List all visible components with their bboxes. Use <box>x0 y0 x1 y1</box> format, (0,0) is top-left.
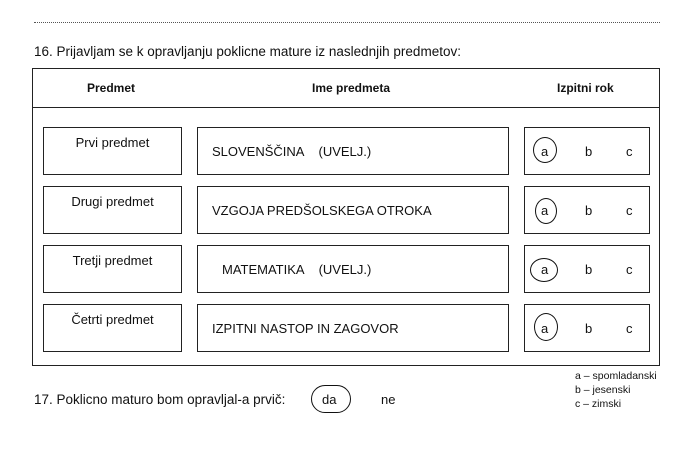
dotted-separator <box>34 22 660 23</box>
row-1-option-c[interactable]: c <box>626 144 633 159</box>
row-2-term-field[interactable] <box>524 186 650 234</box>
header-subject-name: Ime predmeta <box>312 81 391 95</box>
row-4-subject-name: IZPITNI NASTOP IN ZAGOVOR <box>212 320 399 336</box>
row-4-option-c[interactable]: c <box>626 321 633 336</box>
header-exam-term: Izpitni rok <box>557 81 614 95</box>
row-3-option-a[interactable]: a <box>541 262 549 277</box>
header-divider <box>33 107 659 108</box>
answer-no[interactable]: ne <box>381 392 396 407</box>
row-4-term-field[interactable] <box>524 304 650 352</box>
row-2-option-a[interactable]: a <box>541 203 549 218</box>
row-3-subject-extra: (UVELJ.) <box>318 261 372 277</box>
header-subject: Predmet <box>87 81 136 95</box>
legend-autumn: b – jesenski <box>575 384 631 396</box>
row-1-subject-field[interactable] <box>197 127 509 175</box>
legend-winter: c – zimski <box>575 398 622 410</box>
subjects-table <box>32 68 660 366</box>
row-3-subject-name: MATEMATIKA <box>222 261 305 277</box>
row-1-subject-extra: (UVELJ.) <box>318 143 372 159</box>
row-1-subject-name: SLOVENŠČINA <box>212 143 305 159</box>
row-4-subject-field[interactable] <box>197 304 509 352</box>
row-3-subject-field[interactable] <box>197 245 509 293</box>
row-2-subject-field[interactable] <box>197 186 509 234</box>
row-3-term-field[interactable] <box>524 245 650 293</box>
row-3-label: Tretji predmet <box>43 245 182 293</box>
row-4-option-b[interactable]: b <box>585 321 593 336</box>
answer-yes[interactable]: da <box>322 392 337 407</box>
row-1-term-field[interactable] <box>524 127 650 175</box>
row-1-option-b[interactable]: b <box>585 144 593 159</box>
row-2-option-c[interactable]: c <box>626 203 633 218</box>
row-4-label: Četrti predmet <box>43 304 182 352</box>
row-2-option-b[interactable]: b <box>585 203 593 218</box>
row-2-label: Drugi predmet <box>43 186 182 234</box>
row-3-option-b[interactable]: b <box>585 262 593 277</box>
row-1-option-a[interactable]: a <box>541 144 549 159</box>
row-1-label: Prvi predmet <box>43 127 182 175</box>
question-16: 16. Prijavljam se k opravljanju poklicne mature iz naslednjih predmetov: <box>34 44 461 59</box>
legend-spring: a – spomladanski <box>575 370 657 382</box>
row-2-subject-name: VZGOJA PREDŠOLSKEGA OTROKA <box>212 202 432 218</box>
row-4-option-a[interactable]: a <box>541 321 549 336</box>
question-17: 17. Poklicno maturo bom opravljal-a prvič: <box>34 392 286 407</box>
row-3-option-c[interactable]: c <box>626 262 633 277</box>
